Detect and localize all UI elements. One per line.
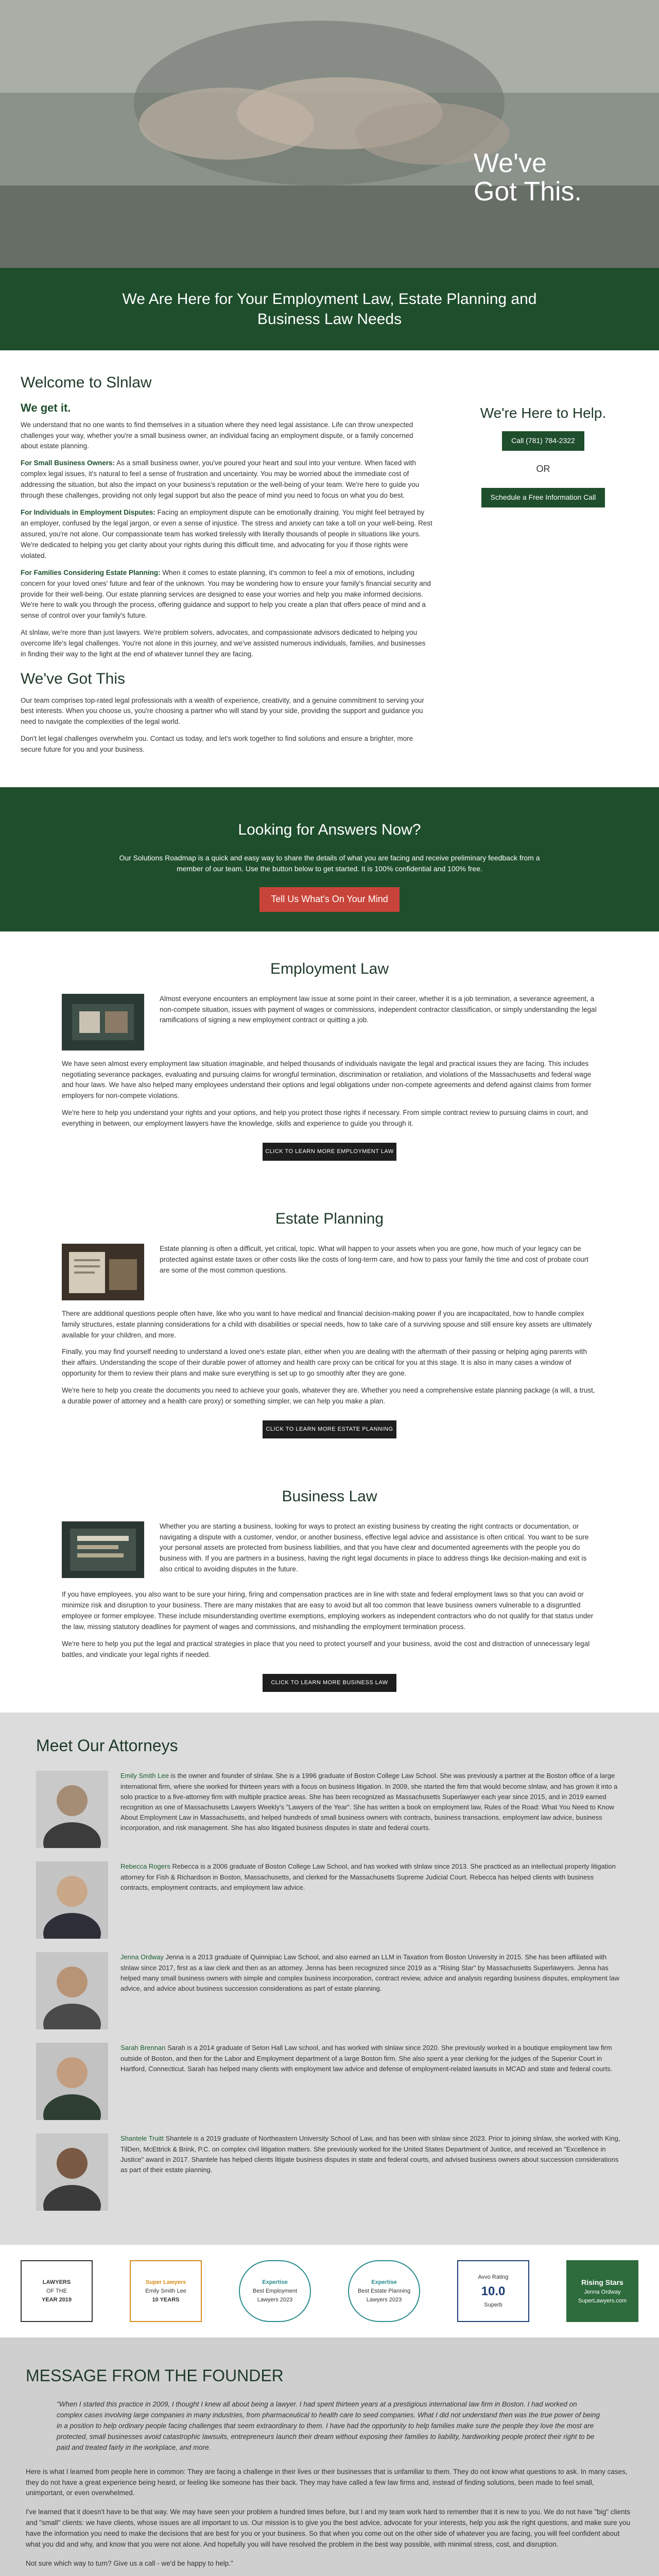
welcome-title: Welcome to Slnlaw bbox=[21, 374, 152, 391]
banner-title: We Are Here for Your Employment Law, Estate Planning and Business Law Needs bbox=[122, 291, 537, 328]
founder-section bbox=[0, 2337, 659, 2576]
business-row bbox=[62, 1521, 597, 1582]
welcome-content bbox=[21, 371, 432, 761]
attorney-photo bbox=[36, 2133, 108, 2211]
families-text: When it comes to estate planning, it's common to feel a mix of emotions, including concern for your loved ones' future and fear of the unknown. You may be wondering how to ensure your family's financial security and provide for their well-being. Our estate planning services are designed to ease your worries and help you make informed decisions. We're here to walk you through the process, offering guidance and support to help you create a plan that offers peace of mind and a sense of control over your family's future. bbox=[21, 568, 431, 620]
employment-image bbox=[62, 994, 144, 1050]
employment-p1: Almost everyone encounters an employment law issue at some point in their career, whether it is a job termination, a severance agreement, a non-compete situation, issues with payment of wages or commissions, independent contractor classification, or simply understanding the legal ramifications of signing a new employment contract or quitting a job. bbox=[160, 994, 597, 1024]
expertise-employment-badge bbox=[239, 2260, 311, 2322]
hero-tagline-line2: Got This. bbox=[473, 176, 582, 207]
employment-section bbox=[0, 931, 659, 1181]
attorney-bio: Jenna is a 2013 graduate of Quinnipiac Law School, and also earned an LLM in Taxation from Boston University in 2015. She has been affiliated with slnlaw since 2017, first as a law clerk and then as an attorney. Jenna has been recognized since 2019 as a "Rising Star" by Massachusetts Superlawyers. Jenna has helped many small business owners with simple and complex business incorporation, contract review, advice and analysis regarding business disputes, employment law advice, and advice about business succession considerations as part of estate planning. bbox=[120, 1953, 619, 1992]
award-line1: LAWYERS bbox=[42, 2279, 71, 2285]
call-button[interactable]: Call (781) 784-2322 bbox=[502, 431, 584, 451]
attorney-bio-paragraph bbox=[120, 2043, 623, 2120]
attorney-photo bbox=[36, 1861, 108, 1939]
employment-p2: We have seen almost every employment law situation imaginable, and helped thousands of individuals navigate the legal and practical issues they are facing. This includes negotiating severance packages, evaluating and pursuing claims for wrongful termination, discrimination or retaliation, and violations of the Massachusetts and federal wage and hour laws. We have also helped many employees understand their options and legal obligations under non-compete agreements and defend against claims from former employers for non-compete violations. bbox=[62, 1059, 592, 1100]
contact-paragraph: Don't let legal challenges overwhelm you. Contact us today, and let's work together to find solutions and ensure a brighter, more secure future for you and your business. bbox=[21, 735, 413, 754]
answers-title: Looking for Answers Now? bbox=[238, 821, 421, 839]
attorney-bio-paragraph bbox=[120, 1861, 623, 1939]
estate-image bbox=[62, 1244, 144, 1300]
award-line2: OF THE bbox=[46, 2287, 67, 2294]
attorney-bio: Shantele is a 2019 graduate of Northeastern University School of Law, and has been with slnlaw since 2023. Prior to joining slnlaw, she worked with King, TilDen, McEttrick & Brink, P.C. on complex civil litigation matters. She previously worked for the United States Department of Justice, and received an "Excellence in Justice" award in 2017. Shantele has helped clients litigate business disputes in state and federal courts, and advised business owners about succession considerations as part of their estate planning. bbox=[120, 2134, 620, 2174]
founder-p2: I've learned that it doesn't have to be that way. We may have seen your problem a hundred times before, but I and my team work hard to remember that it is new to you. We do not have "big" clients and "small" clients: we have clients, whose issues are all important to us. Our mission is to give you the best advice, advocate for your interests, help you ask the right questions, and make sure you have the information you need to make the decisions that are best for you or your business. So that when you come out on the other side of whatever you are facing, you will feel confident about what you did and why, and know that you were not alone. And hopefully you will have resolved the problem in the best way possible, with minimal stress, cost, and disruption. bbox=[26, 2508, 631, 2549]
super-lawyers-badge bbox=[130, 2260, 202, 2322]
business-image bbox=[62, 1521, 144, 1578]
lawyers-of-year-badge bbox=[21, 2260, 93, 2322]
attorney-name-link[interactable]: Jenna Ordway bbox=[120, 1953, 164, 1961]
families-label: For Families Considering Estate Planning: bbox=[21, 568, 161, 577]
estate-learn-more-button[interactable]: CLICK TO LEARN MORE ESTATE PLANNING bbox=[263, 1420, 396, 1438]
answers-section bbox=[0, 787, 659, 931]
individuals-text: Facing an employment dispute can be emotionally draining. You might feel betrayed by an employer, confused by the legal jargon, or even a sense of injustice. The stress and anxiety can take a toll on your well-being. Rest assured, you're not alone. Our compassionate team has worked tirelessly with literally thousands of people in situations like yours. We're dedicated to helping you get clarity about your rights during this difficult time, and advocating for you if those rights were violated. bbox=[21, 509, 432, 560]
award-line3: Lawyers 2023 bbox=[257, 2296, 293, 2303]
welcome-subtitle: We get it. bbox=[21, 401, 71, 414]
estate-p1: Estate planning is often a difficult, yet critical, topic. What will happen to your assets when you are gone, how much of your legacy can be protected against estate taxes or other costs like the costs of long-term care, and how to pass your family the time and cost of probate court are some of the most common questions. bbox=[160, 1244, 588, 1274]
attorney-card bbox=[36, 1952, 623, 2029]
hero-section bbox=[0, 0, 659, 268]
attorney-photo bbox=[36, 1771, 108, 1848]
expertise-estate-badge bbox=[348, 2260, 420, 2322]
business-p2: If you have employees, you also want to be sure your hiring, firing and compensation practices are in line with state and federal employment laws so that you can avoid or minimize risk and disruption to your business. There are many mistakes that are easy to avoid but all too common that leave business owners vulnerable to a disgruntled employee or former employee. These include misunderstanding overtime exemptions, employing workers as independent contractors who do not qualify for that status under the law, missing statutory deadlines for payment of wages and commissions, and mishandling the employment termination process. bbox=[62, 1590, 594, 1631]
attorney-photo bbox=[36, 2043, 108, 2120]
attorney-card bbox=[36, 2043, 623, 2120]
award-line1: Avvo Rating bbox=[478, 2274, 509, 2280]
hero-tagline-line1: We've bbox=[473, 148, 547, 178]
awards-strip bbox=[0, 2245, 659, 2337]
not-alone-paragraph: At slnlaw, we're more than just lawyers. We're problem solvers, advocates, and compassionate advisors dedicated to helping you overcome life's legal challenges. You're not alone in this journey, and we've assisted numerous individuals, families, and businesses in finding their way to the light at the end of whatever tunnel they are facing. bbox=[21, 629, 426, 658]
individuals-paragraph bbox=[21, 507, 432, 562]
welcome-intro: We understand that no one wants to find themselves in a situation where they need legal assistance. Life can throw unexpected challenges your way, whether you're a small business owner, an individual facing an employment dispute, or a family concerned about estate planning. bbox=[21, 420, 413, 450]
founder-quote: "When I started this practice in 2009, I thought I knew all about being a lawyer. I had spent thirteen years at a prestigious international law firm in Boston. I had worked on complex cases involving large companies in many industries, from pharmaceutical to health care to seed companies. What I did not understand then was the true power of being in a position to help ordinary people facing challenges that seem extraordinary to them. I have had the opportunity to help families make sure the people they love the most are protected, small businesses avoid catastrophic lawsuits, entrepreneurs launch their dream without exposing their families to liability, hardworking people protect their right to be paid and treated fairly in the workplace, and more. bbox=[57, 2400, 600, 2451]
rising-stars-badge bbox=[566, 2260, 638, 2322]
attorney-name-link[interactable]: Emily Smith Lee bbox=[120, 1772, 169, 1780]
hero-hands-image bbox=[0, 0, 659, 268]
attorney-bio-paragraph bbox=[120, 2133, 623, 2211]
families-paragraph bbox=[21, 568, 432, 622]
attorneys-title: Meet Our Attorneys bbox=[36, 1736, 178, 1755]
award-line1: Rising Stars bbox=[581, 2278, 623, 2286]
founder-title: MESSAGE FROM THE FOUNDER bbox=[26, 2366, 284, 2385]
or-divider: OR bbox=[536, 464, 550, 474]
attorney-bio-paragraph bbox=[120, 1771, 623, 1848]
help-title: We're Here to Help. bbox=[480, 405, 606, 421]
employment-title: Employment Law bbox=[270, 960, 389, 978]
attorney-photo bbox=[36, 1952, 108, 2029]
attorney-bio: is the owner and founder of slnlaw. She is a 1996 graduate of Boston College Law School. She was previously a partner at the Boston office of a large international firm, where she worked for thirteen years with a focus on business litigation. In 2009, she started the firm that would become slnlaw, and has grown it into a solo practice to a five-attorney firm with multiple practice areas. She has been recognized as Massachusetts Superlawyer each year since 2015, and in 2019 earned recognition as one of Massachusetts Lawyers Weekly's "Lawyers of the Year". She has written a book on employment law, Rules of the Road: What You Need to Know About Employment Law in Massachusetts, and helped hundreds of small business owners with contracts, business transactions, employment law advice, business incorporation, and risk management. She has also litigated business disputes in state and federal courts. bbox=[120, 1772, 618, 1832]
answers-text: Our Solutions Roadmap is a quick and easy way to share the details of what you are facing and receive preliminary feedback from a member of our team. Use the button below to get started. It is 100% confidential and 100% free. bbox=[119, 853, 540, 873]
attorney-name-link[interactable]: Shantele Truitt bbox=[120, 2134, 164, 2143]
award-line1: Expertise bbox=[371, 2279, 397, 2285]
award-line3: SuperLawyers.com bbox=[578, 2298, 627, 2304]
employment-row bbox=[62, 994, 597, 1050]
avvo-rating-badge bbox=[457, 2260, 529, 2322]
business-section bbox=[0, 1459, 659, 1713]
attorney-bio: Sarah is a 2014 graduate of Seton Hall Law school, and has worked with slnlaw since 2020. She previously worked in a boutique employment law firm outside of Boston, and then for the Labor and Employment department of a large Boston firm. She also spent a year clerking for the judges of the Superior Court in Hartford, Connecticut. Sarah has helped many clients with employment law advice and defense of employment-related lawsuits in MCAD and state and federal courts. bbox=[120, 2044, 613, 2073]
award-line3: YEAR 2019 bbox=[41, 2296, 72, 2303]
award-line3: Lawyers 2023 bbox=[366, 2296, 402, 2303]
business-p3: We're here to help you put the legal and practical strategies in place that you need to protect yourself and your business, avoid the cost and distraction of unnecessary legal battles, and vindicate your legal rights if needed. bbox=[62, 1639, 590, 1658]
welcome-section bbox=[0, 350, 659, 787]
award-line3: Superb bbox=[484, 2302, 502, 2309]
attorney-card bbox=[36, 1861, 623, 1939]
employment-learn-more-button[interactable]: CLICK TO LEARN MORE EMPLOYMENT LAW bbox=[263, 1143, 396, 1161]
hero-tagline bbox=[474, 149, 582, 206]
estate-row bbox=[62, 1244, 597, 1300]
business-owners-label: For Small Business Owners: bbox=[21, 459, 115, 467]
award-line2: Best Estate Planning bbox=[357, 2287, 411, 2294]
award-line2: Jenna Ordway bbox=[584, 2289, 621, 2296]
got-this-title: We've Got This bbox=[21, 670, 126, 688]
award-line1: Super Lawyers bbox=[145, 2279, 186, 2285]
estate-title: Estate Planning bbox=[275, 1210, 384, 1228]
founder-p1: Here is what I learned from people here in common: They are facing a challenge in their lives or their businesses that is unfamiliar to them. They do not know what questions to ask. In many cases, they do not have a great experience being heard, or feeling like someone has their back. They may have called a few law firms and, instead of finding solutions, been made to feel small, unimportant, or even overwhelmed. bbox=[26, 2467, 628, 2497]
award-line3: 10 YEARS bbox=[152, 2296, 180, 2303]
schedule-call-button[interactable]: Schedule a Free Information Call bbox=[481, 488, 605, 507]
award-line2: Emily Smith Lee bbox=[145, 2287, 186, 2294]
estate-p4: We're here to help you create the documents you need to achieve your goals, whatever they are. Whether you need a comprehensive estate planning package (a will, a trust, a durable power of attorney and a health care proxy) or something simpler, we can help you make a plan. bbox=[62, 1386, 595, 1405]
team-paragraph: Our team comprises top-rated legal professionals with a wealth of experience, creativity, and a genuine commitment to serving your best interests. When you choose us, you're choosing a partner who will stand by your side, providing the support and guidance you need to navigate the complexities of the legal world. bbox=[21, 696, 424, 726]
business-title: Business Law bbox=[282, 1488, 377, 1505]
tell-us-button[interactable]: Tell Us What's On Your Mind bbox=[259, 887, 400, 912]
attorney-card bbox=[36, 1771, 623, 1848]
help-sidebar bbox=[453, 371, 633, 761]
award-line1: Expertise bbox=[262, 2279, 288, 2285]
attorney-name-link[interactable]: Rebecca Rogers bbox=[120, 1862, 170, 1871]
estate-p3: Finally, you may find yourself needing to understand a loved one's estate plan, either when you are dealing with the aftermath of their passing or helping aging parents with their affairs. Understanding the scope of their durable power of attorney and health care proxy can be critical for you at this stage. It is also in many cases a window of opportunity for them to review their plans and make sure everything is set up to go smoothly after they are gone. bbox=[62, 1348, 587, 1378]
award-line2: Best Employment bbox=[252, 2287, 298, 2294]
business-p1: Whether you are starting a business, looking for ways to protect an existing business by creating the right contracts or documentation, or navigating a dispute with a customer, vendor, or another business, effective legal advice and assistance is often critical. You want to be sure your personal assets are protected from business liabilities, and that you have clear and documented agreements with the people you do business with. If you are partners in a business, having the right legal documents in place to address things like decision-making and exit is also critical to avoiding disputes in the future. bbox=[160, 1522, 589, 1573]
attorney-bio-paragraph bbox=[120, 1952, 623, 2029]
attorney-bio: Rebecca is a 2006 graduate of Boston College Law School, and has worked with slnlaw since 2013. She practiced as an intellectual property litigation attorney for Fish & Richardson in Boston, Massachusetts, and clerked for the Massachusetts Supreme Judicial Court. Rebecca has helped clients with business contracts, employment contracts, and employment law advice. bbox=[120, 1862, 616, 1891]
attorney-name-link[interactable]: Sarah Brennan bbox=[120, 2044, 166, 2052]
business-learn-more-button[interactable]: CLICK TO LEARN MORE BUSINESS LAW bbox=[263, 1674, 396, 1692]
intro-banner bbox=[0, 268, 659, 350]
attorneys-section bbox=[0, 1713, 659, 2245]
founder-p3: Not sure which way to turn? Give us a call - we'd be happy to help." bbox=[26, 2560, 233, 2568]
estate-section bbox=[0, 1181, 659, 1459]
award-line2: 10.0 bbox=[481, 2284, 506, 2298]
individuals-label: For Individuals in Employment Disputes: bbox=[21, 509, 155, 517]
attorney-card bbox=[36, 2133, 623, 2211]
employment-p3: We're here to help you understand your rights and your options, and help you protect those rights if necessary. From simple contract review to pursuing claims in court, and everything in between, our employment lawyers have the knowledge, skills and experience to guide you through it. bbox=[62, 1109, 588, 1128]
estate-p2: There are additional questions people often have, like who you want to have medical and financial decision-making power if you are incapacitated, how to handle complex family structures, estate planning considerations for a child with disabilities or special needs, how to take care of a surviving spouse and still ensure key assets are ultimately available for your children, and more. bbox=[62, 1309, 592, 1339]
business-owners-paragraph bbox=[21, 458, 432, 501]
business-owners-text: As a small business owner, you've poured your heart and soul into your venture. When faced with complex legal issues, it's natural to feel a sense of frustration and uncertainty. You may be worried about the immediate cost of addressing the situation, but also the impact on your business's reputation or the well-being of your team. We're here to guide you through these challenges, providing not only legal support but also the peace of mind you need to focus on what you do best. bbox=[21, 459, 420, 500]
